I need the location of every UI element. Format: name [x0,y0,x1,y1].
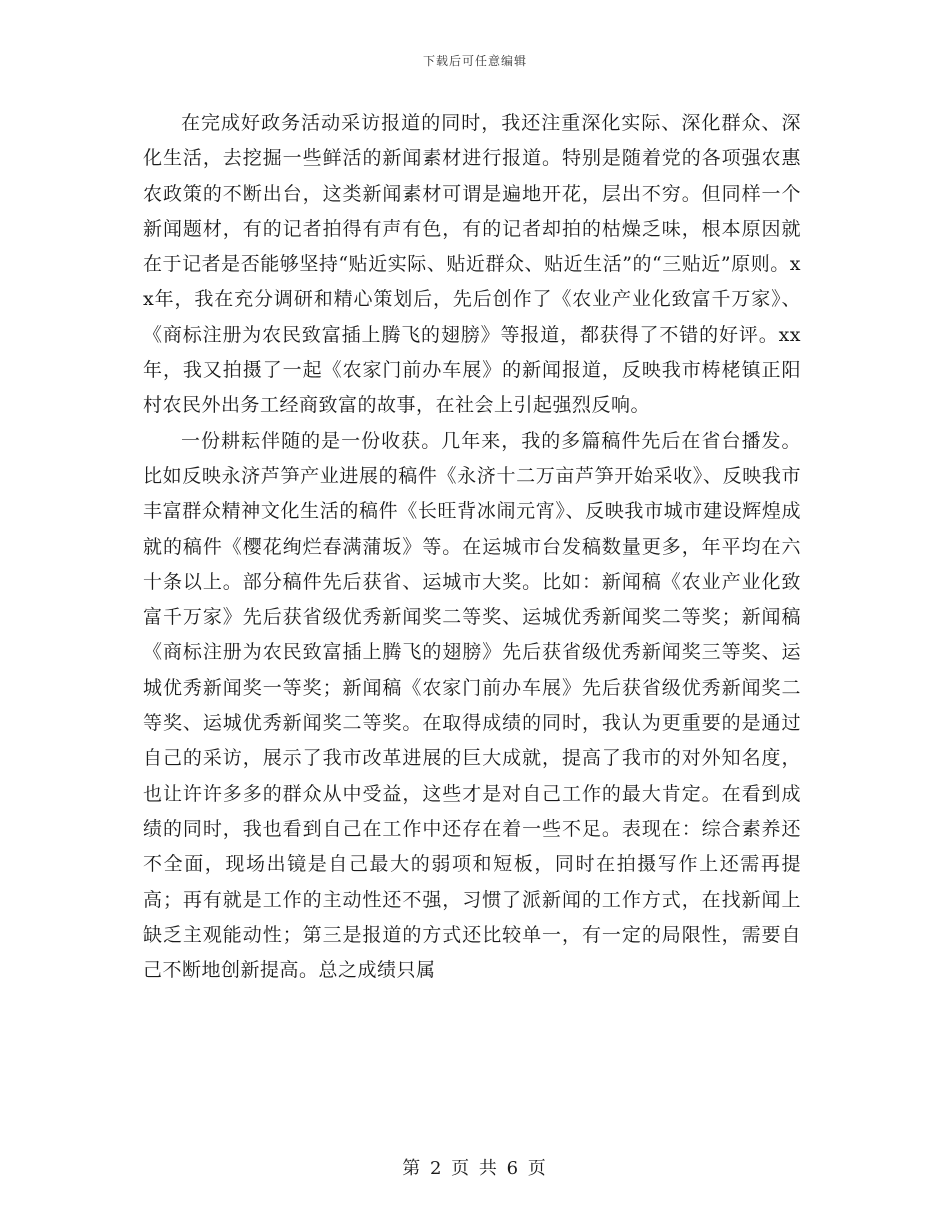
paragraph-achievements: 一份耕耘伴随的是一份收获。几年来，我的多篇稿件先后在省台播发。比如反映永济芦笋产业进展的稿件《永济十二万亩芦笋开始采收》、反映我市丰富群众精神文化生活的稿件《长旺背冰闹元宵》、反映我市城市建设辉煌成就的稿件《樱花绚烂春满蒲坂》等。在运城市台发稿数量更多，年平均在六十条以上。部分稿件先后获省、运城市大奖。比如：新闻稿《农业产业化致富千万家》先后获省级优秀新闻奖二等奖、运城优秀新闻奖二等奖；新闻稿《商标注册为农民致富插上腾飞的翅膀》先后获省级优秀新闻奖三等奖、运城优秀新闻奖一等奖；新闻稿《农家门前办车展》先后获省级优秀新闻奖二等奖、运城优秀新闻奖二等奖。在取得成绩的同时，我认为更重要的是通过自己的采访，展示了我市改革进展的巨大成就，提高了我市的对外知名度，也让许许多多的群众从中受益，这些才是对自己工作的最大肯定。在看到成绩的同时，我也看到自己在工作中还存在着一些不足。表现在：综合素养还不全面，现场出镜是自己最大的弱项和短板，同时在拍摄写作上还需再提高；再有就是工作的主动性还不强，习惯了派新闻的工作方式，在找新闻上缺乏主观能动性；第三是报道的方式还比较单一，有一定的局限性，需要自己不断地创新提高。总之成绩只属 [143,429,801,982]
page-header-note: 下载后可任意编辑 [422,54,527,68]
document-body [143,106,801,988]
page-number: 第 2 页 共 6 页 [402,1158,548,1179]
paragraph-news-reporting: 在完成好政务活动采访报道的同时，我还注重深化实际、深化群众、深化生活，去挖掘一些鲜活的新闻素材进行报道。特别是随着党的各项强农惠农政策的不断出台，这类新闻素材可谓是遍地开花，层出不穷。但同样一个新闻题材，有的记者拍得有声有色，有的记者却拍的枯燥乏味，根本原因就在于记者是否能够坚持“贴近实际、贴近群众、贴近生活”的“三贴近”原则。xx年，我在充分调研和精心策划后，先后创作了《农业产业化致富千万家》、《商标注册为农民致富插上腾飞的翅膀》等报道，都获得了不错的好评。xx年，我又拍摄了一起《农家门前办车展》的新闻报道，反映我市梼栳镇正阳村农民外出务工经商致富的故事，在社会上引起强烈反响。 [143,112,801,417]
